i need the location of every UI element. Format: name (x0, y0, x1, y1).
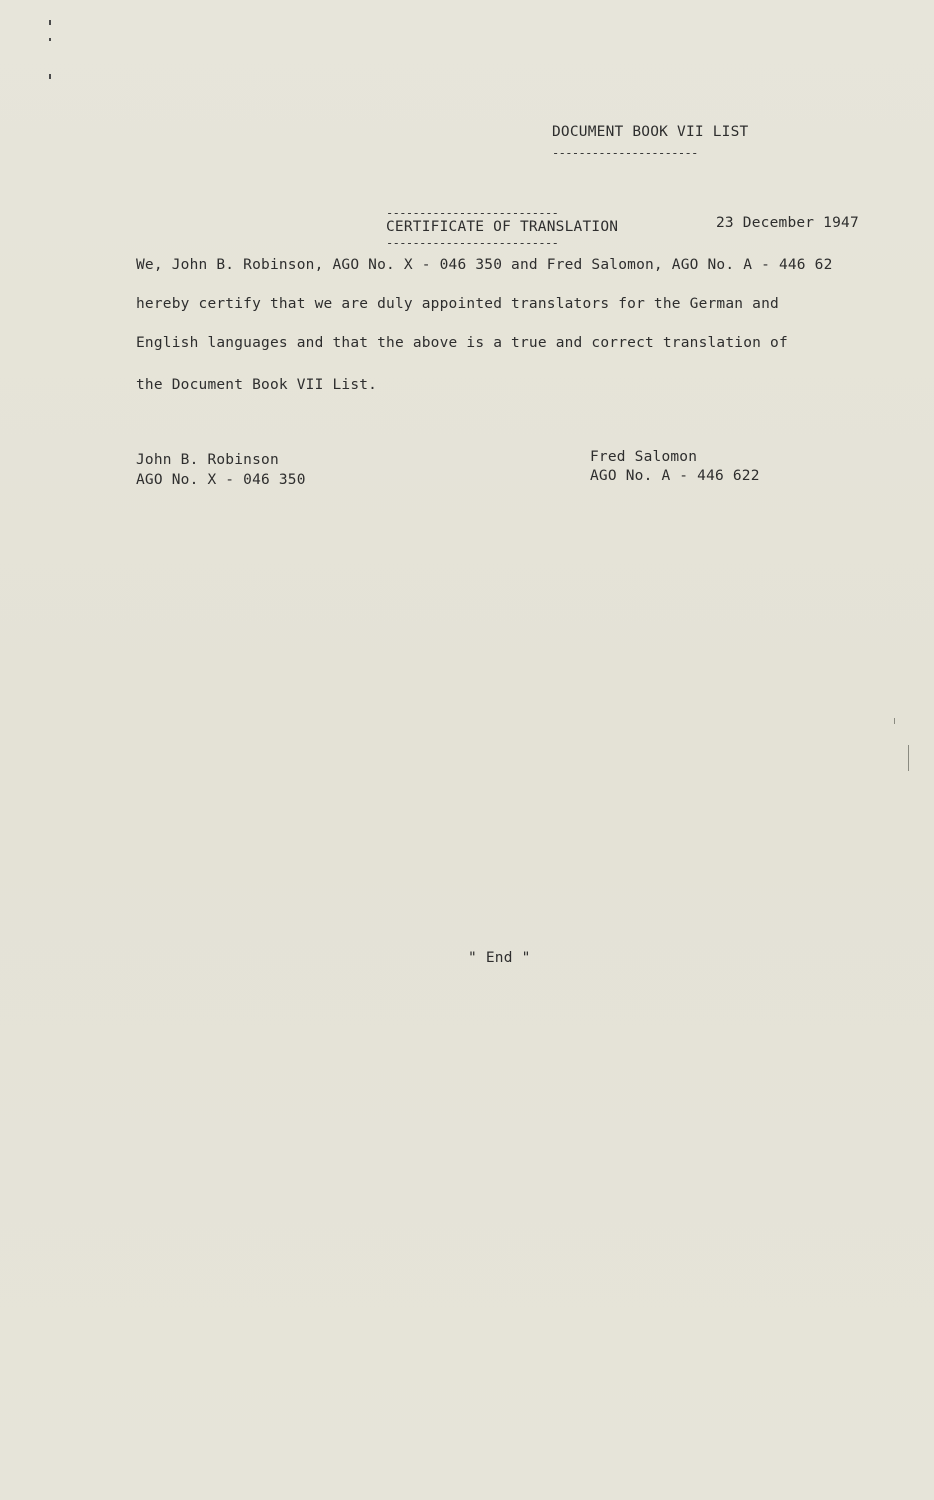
paper-mark (894, 718, 895, 724)
title-underline: ---------------------- (552, 146, 698, 160)
heading-underline: -------------------------- (386, 236, 559, 250)
end-marker: " End " (468, 950, 531, 966)
heading-overline: -------------------------- (386, 206, 559, 220)
body-line: English languages and that the above is a true and correct translation of (136, 335, 788, 351)
signature-right-name: Fred Salomon (590, 449, 698, 465)
body-line: hereby certify that we are duly appointed translators for the German and (136, 296, 779, 312)
body-line: We, John B. Robinson, AGO No. X - 046 350 and Fred Salomon, AGO No. A - 446 62 (136, 257, 833, 273)
signature-left-name: John B. Robinson (136, 452, 279, 468)
margin-mark (49, 74, 51, 79)
document-title: DOCUMENT BOOK VII LIST (552, 124, 749, 140)
margin-mark (49, 20, 51, 25)
signature-right-ago: AGO No. A - 446 622 (590, 468, 760, 484)
paper-mark (908, 745, 909, 771)
body-line: the Document Book VII List. (136, 377, 378, 393)
certificate-heading: CERTIFICATE OF TRANSLATION (386, 219, 619, 235)
margin-mark (49, 38, 51, 41)
certificate-date: 23 December 1947 (716, 215, 859, 231)
signature-left-ago: AGO No. X - 046 350 (136, 472, 306, 488)
